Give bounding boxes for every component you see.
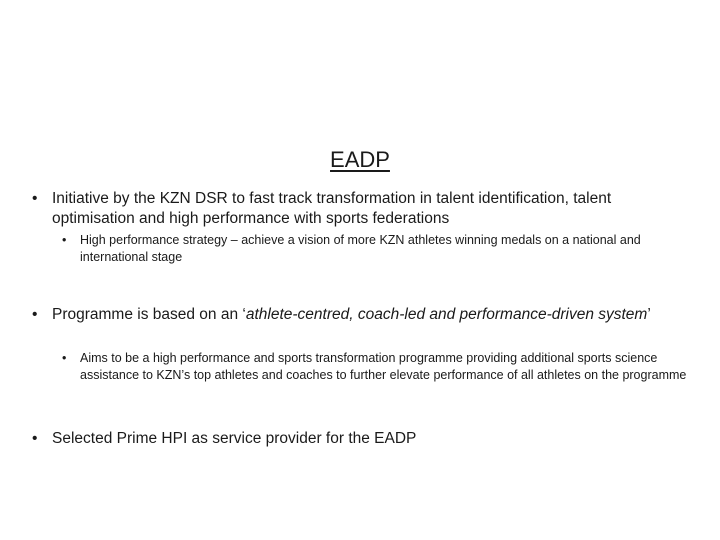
sub-bullet-text: Aims to be a high performance and sports transformation programme providing additional sports science assistance to KZN’s top athletes and coaches to further elevate performance of all athletes on the programme: [80, 351, 687, 382]
sub-bullet-icon: •: [62, 351, 67, 365]
sub-bullet-item-2: [62, 350, 692, 384]
bullet-text: [52, 305, 692, 325]
sub-bullet-item-1: [62, 232, 692, 266]
bullet-item-1: [32, 189, 692, 229]
bullet-icon: •: [32, 190, 38, 207]
bullet-item-3: [32, 429, 692, 449]
bullet-icon: •: [32, 430, 38, 447]
bullet-icon: •: [32, 306, 38, 323]
bullet-text-emphasis: athlete-centred, coach-led and performance-driven system: [245, 306, 648, 323]
bullet-text: Selected Prime HPI as service provider for the EADP: [52, 430, 417, 447]
bullet-text: Initiative by the KZN DSR to fast track transformation in talent identification, talent optimisation and high performance with sports federations: [52, 190, 612, 227]
sub-bullet-icon: •: [62, 233, 67, 247]
bullet-text-prefix: Programme is based on an ‘: [52, 306, 246, 323]
slide-title: EADP: [330, 147, 390, 172]
sub-bullet-text: High performance strategy – achieve a vision of more KZN athletes winning medals on a national and international stage: [80, 233, 641, 264]
bullet-text-suffix: ’: [647, 306, 651, 323]
bullet-item-2: [32, 305, 692, 325]
